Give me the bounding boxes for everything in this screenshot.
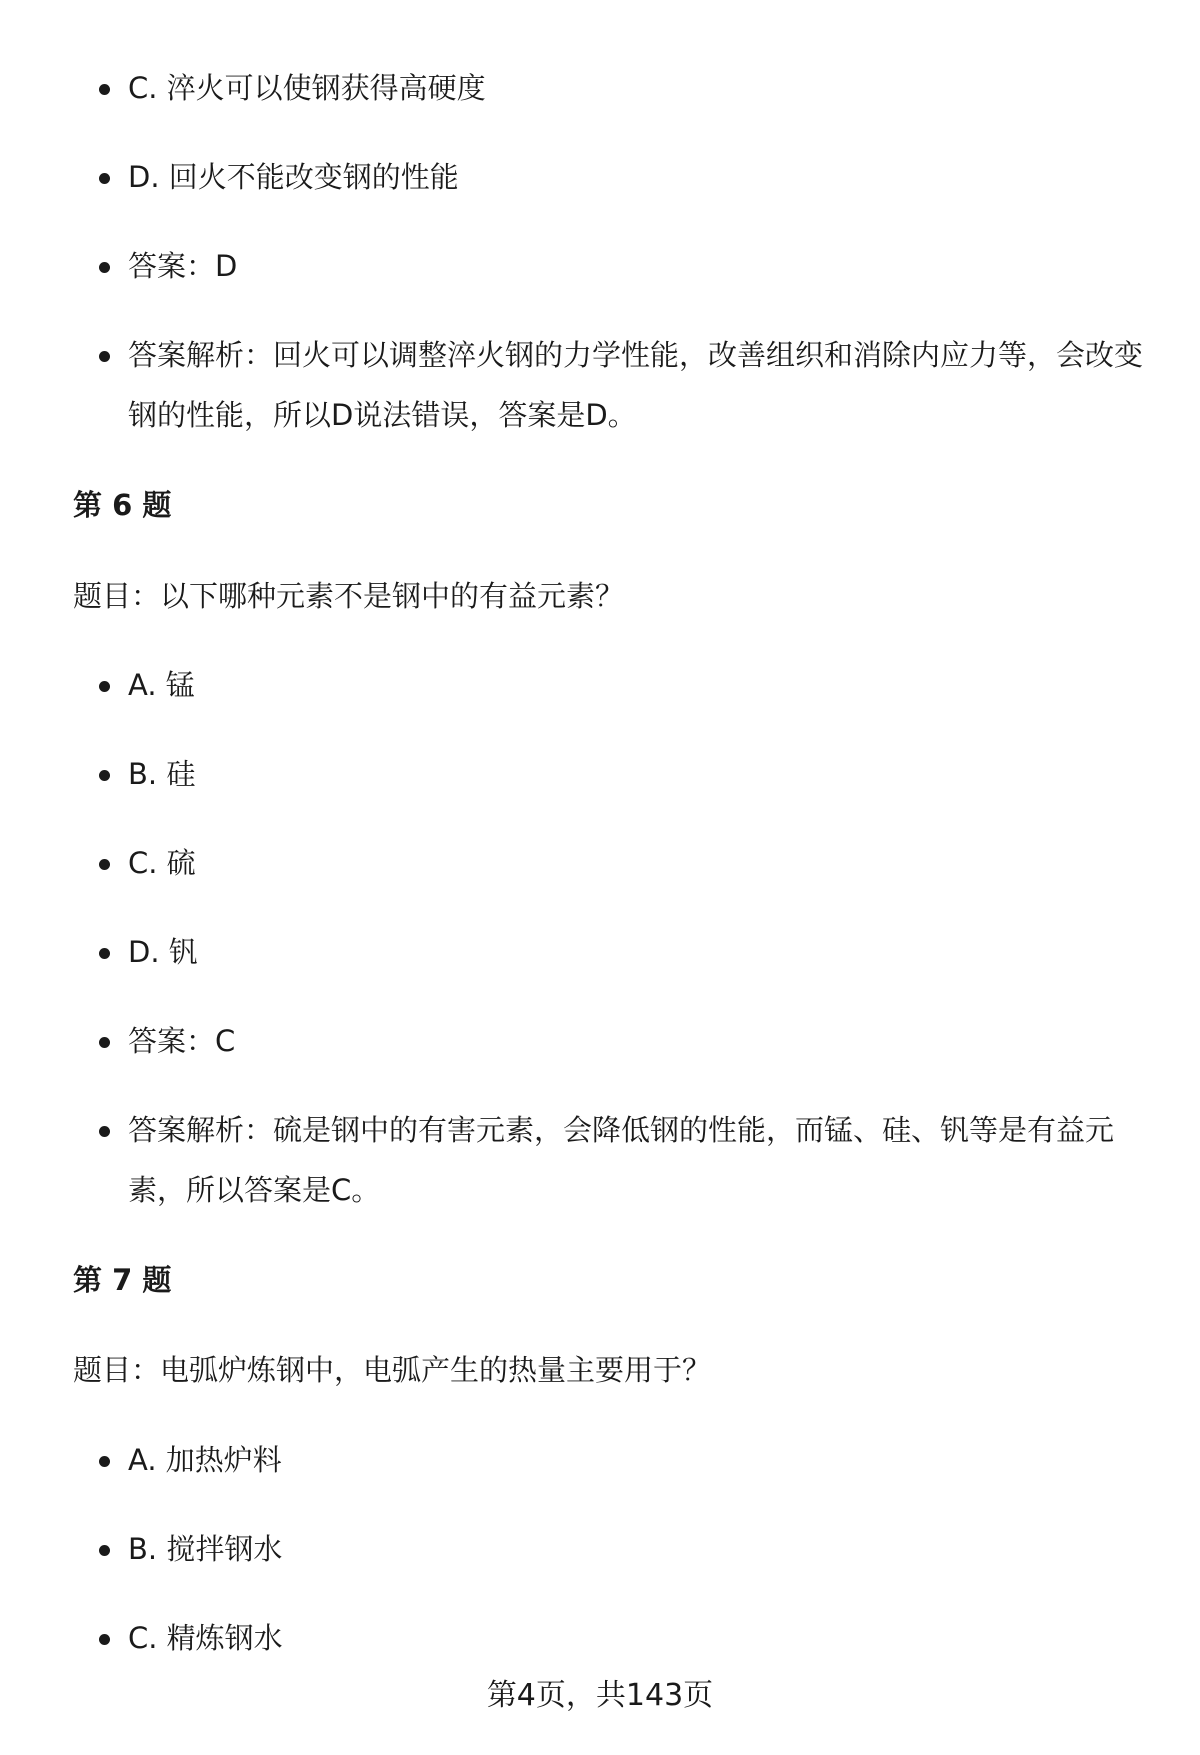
q5-answer: 答案：D [128,236,1148,296]
q5-explanation: 答案解析：回火可以调整淬火钢的力学性能，改善组织和消除内应力等，会改变钢的性能，所以D说法错误，答案是D。 [128,325,1148,445]
q5-option-d: D. 回火不能改变钢的性能 [128,147,1148,207]
q6-option-b: B. 硅 [128,744,1148,804]
q6-option-d: D. 钒 [128,922,1148,982]
page-number-footer: 第4页，共143页 [486,1678,714,1713]
q5-option-c: C. 淬火可以使钢获得高硬度 [128,58,1148,118]
q6-explanation: 答案解析：硫是钢中的有害元素，会降低钢的性能，而锰、硅、钒等是有益元素，所以答案是C。 [128,1100,1148,1220]
q6-answer: 答案：C [128,1011,1148,1071]
q7-option-b: B. 搅拌钢水 [128,1519,1148,1579]
q7-option-c: C. 精炼钢水 [128,1608,1148,1668]
q7-heading: 第 7 题 [73,1263,172,1297]
q6-question: 题目：以下哪种元素不是钢中的有益元素？ [73,579,625,613]
q6-option-a: A. 锰 [128,655,1148,715]
q7-question: 题目：电弧炉炼钢中，电弧产生的热量主要用于？ [73,1353,712,1387]
q7-option-a: A. 加热炉料 [128,1430,1148,1490]
q6-heading: 第 6 题 [73,488,172,522]
q6-option-c: C. 硫 [128,833,1148,893]
